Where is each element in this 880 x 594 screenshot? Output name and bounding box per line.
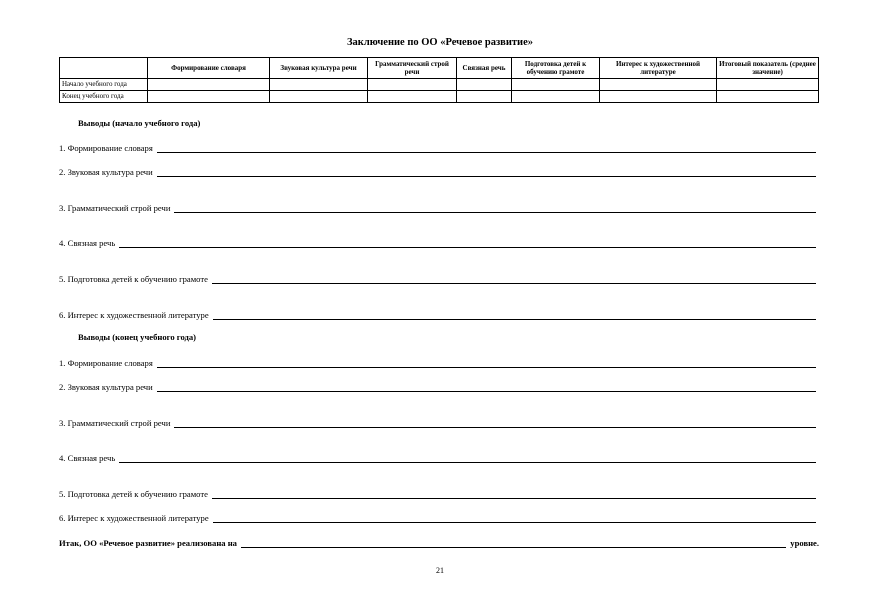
section-heading-end: Выводы (конец учебного года) [78,332,197,342]
conclusion-line [59,380,816,392]
answer-blank[interactable] [212,490,816,499]
table-cell[interactable] [512,91,600,103]
conclusion-line [59,165,816,177]
answer-blank[interactable] [157,168,816,177]
answer-blank[interactable] [157,144,816,153]
table-cell[interactable] [270,91,368,103]
conclusion-line [59,451,816,463]
table-header-cell: Итоговый показатель (среднее значение) [717,58,819,79]
table-header-cell: Звуковая культура речи [270,58,368,79]
answer-blank[interactable] [213,311,816,320]
conclusion-label: 3. Грамматический строй речи [59,203,171,213]
table-header-row [60,58,819,79]
conclusion-line [59,236,816,248]
conclusion-label: 6. Интерес к художественной литературе [59,513,209,523]
row-label: Конец учебного года [60,91,148,103]
table-row [60,79,819,91]
page-title: Заключение по ОО «Речевое развитие» [347,37,533,48]
table-cell[interactable] [600,91,717,103]
final-suffix: уровне. [790,538,819,548]
section-heading-start: Выводы (начало учебного года) [78,118,201,128]
conclusion-label: 5. Подготовка детей к обучению грамоте [59,489,208,499]
conclusion-label: 5. Подготовка детей к обучению грамоте [59,274,208,284]
conclusion-label: 4. Связная речь [59,238,116,248]
table-cell[interactable] [270,79,368,91]
answer-blank[interactable] [174,204,816,213]
answer-blank[interactable] [119,239,816,248]
final-prefix: Итак, ОО «Речевое развитие» реализована на [59,538,237,548]
page-number: 21 [436,566,444,575]
conclusion-line [59,308,816,320]
table-header-cell: Подготовка детей к обучению грамоте [512,58,600,79]
answer-blank[interactable] [174,419,816,428]
conclusion-line [59,272,816,284]
table-cell[interactable] [368,79,457,91]
conclusion-label: 2. Звуковая культура речи [59,382,153,392]
table-header-cell [60,58,148,79]
conclusion-line [59,141,816,153]
table-cell[interactable] [717,79,819,91]
conclusion-line [59,416,816,428]
answer-blank[interactable] [119,454,816,463]
conclusion-label: 4. Связная речь [59,453,116,463]
table-header-cell: Связная речь [457,58,512,79]
table-header-cell: Формирование словаря [148,58,270,79]
answer-blank[interactable] [157,383,816,392]
table-row [60,91,819,103]
answer-blank[interactable] [157,359,816,368]
table-header-cell: Грамматический строй речи [368,58,457,79]
conclusion-label: 1. Формирование словаря [59,143,153,153]
conclusion-line [59,356,816,368]
conclusion-label: 3. Грамматический строй речи [59,418,171,428]
table-cell[interactable] [148,91,270,103]
conclusion-line [59,511,816,523]
table-cell[interactable] [148,79,270,91]
table-cell[interactable] [457,91,512,103]
level-blank[interactable] [241,539,786,548]
table-cell[interactable] [457,79,512,91]
answer-blank[interactable] [213,514,816,523]
table-cell[interactable] [368,91,457,103]
table-cell[interactable] [717,91,819,103]
conclusion-label: 2. Звуковая культура речи [59,167,153,177]
conclusion-label: 6. Интерес к художественной литературе [59,310,209,320]
conclusion-line [59,487,816,499]
summary-table [59,57,819,103]
row-label: Начало учебного года [60,79,148,91]
final-statement [59,536,819,548]
answer-blank[interactable] [212,275,816,284]
table-cell[interactable] [512,79,600,91]
conclusion-label: 1. Формирование словаря [59,358,153,368]
table-cell[interactable] [600,79,717,91]
conclusion-line [59,201,816,213]
table-header-cell: Интерес к художественной литературе [600,58,717,79]
